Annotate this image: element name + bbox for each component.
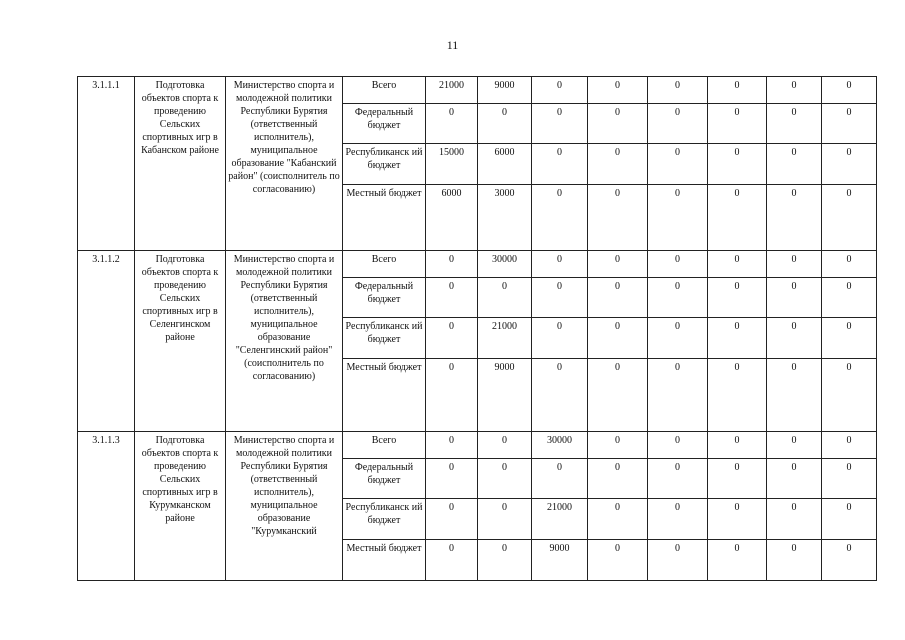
funding-source: Республиканск ий бюджет [343, 318, 426, 359]
event-name: Подготовка объектов спорта к проведению Сельских спортивных игр в Курумканском районе [135, 432, 226, 581]
amount-cell: 0 [532, 104, 588, 144]
amount-cell: 0 [648, 251, 708, 278]
amount-cell: 0 [708, 318, 767, 359]
amount-cell: 0 [708, 185, 767, 251]
event-code: 3.1.1.3 [78, 432, 135, 581]
amount-cell: 0 [822, 432, 877, 459]
amount-cell: 0 [648, 359, 708, 432]
amount-cell: 15000 [426, 144, 478, 185]
amount-cell: 9000 [532, 540, 588, 581]
amount-cell: 0 [648, 540, 708, 581]
executor: Министерство спорта и молодежной политики Республики Бурятия (ответственный исполнитель), муниципальное образование "Кабанский район" (соисполнитель по согласованию) [226, 77, 343, 251]
amount-cell: 0 [648, 459, 708, 499]
amount-cell: 0 [708, 251, 767, 278]
amount-cell: 0 [532, 278, 588, 318]
funding-source: Республиканск ий бюджет [343, 499, 426, 540]
amount-cell: 0 [708, 459, 767, 499]
amount-cell: 0 [822, 77, 877, 104]
amount-cell: 0 [708, 104, 767, 144]
amount-cell: 0 [767, 104, 822, 144]
executor: Министерство спорта и молодежной политики Республики Бурятия (ответственный исполнитель), муниципальное образование "Селенгинский район" (соисполнитель по согласованию) [226, 251, 343, 432]
event-name: Подготовка объектов спорта к проведению Сельских спортивных игр в Кабанском районе [135, 77, 226, 251]
amount-cell: 0 [708, 77, 767, 104]
funding-source: Местный бюджет [343, 540, 426, 581]
amount-cell: 0 [648, 318, 708, 359]
funding-source: Всего [343, 251, 426, 278]
amount-cell: 0 [708, 432, 767, 459]
budget-table [77, 76, 877, 581]
amount-cell: 0 [426, 499, 478, 540]
amount-cell: 0 [648, 144, 708, 185]
amount-cell: 0 [532, 459, 588, 499]
amount-cell: 0 [426, 318, 478, 359]
funding-source: Федеральный бюджет [343, 278, 426, 318]
event-code: 3.1.1.1 [78, 77, 135, 251]
amount-cell: 0 [822, 359, 877, 432]
amount-cell: 0 [708, 144, 767, 185]
amount-cell: 0 [532, 359, 588, 432]
amount-cell: 0 [822, 251, 877, 278]
amount-cell: 0 [588, 144, 648, 185]
amount-cell: 0 [767, 185, 822, 251]
amount-cell: 0 [426, 540, 478, 581]
amount-cell: 0 [708, 540, 767, 581]
amount-cell: 0 [822, 278, 877, 318]
amount-cell: 21000 [426, 77, 478, 104]
table-row [78, 251, 877, 278]
amount-cell: 0 [708, 359, 767, 432]
amount-cell: 0 [767, 278, 822, 318]
amount-cell: 0 [478, 432, 532, 459]
amount-cell: 0 [426, 359, 478, 432]
amount-cell: 0 [767, 144, 822, 185]
amount-cell: 0 [532, 144, 588, 185]
amount-cell: 0 [588, 318, 648, 359]
amount-cell: 0 [478, 104, 532, 144]
amount-cell: 0 [648, 185, 708, 251]
amount-cell: 0 [478, 540, 532, 581]
amount-cell: 0 [767, 540, 822, 581]
amount-cell: 0 [767, 359, 822, 432]
table-row [78, 432, 877, 459]
amount-cell: 0 [426, 104, 478, 144]
amount-cell: 0 [648, 104, 708, 144]
amount-cell: 0 [588, 359, 648, 432]
amount-cell: 0 [767, 251, 822, 278]
amount-cell: 21000 [478, 318, 532, 359]
funding-source: Республиканск ий бюджет [343, 144, 426, 185]
amount-cell: 6000 [426, 185, 478, 251]
amount-cell: 0 [588, 185, 648, 251]
amount-cell: 9000 [478, 359, 532, 432]
funding-source: Всего [343, 432, 426, 459]
amount-cell: 0 [822, 185, 877, 251]
amount-cell: 0 [767, 432, 822, 459]
amount-cell: 0 [426, 432, 478, 459]
amount-cell: 9000 [478, 77, 532, 104]
amount-cell: 0 [588, 499, 648, 540]
amount-cell: 0 [822, 459, 877, 499]
amount-cell: 0 [767, 318, 822, 359]
amount-cell: 0 [822, 318, 877, 359]
amount-cell: 0 [767, 77, 822, 104]
amount-cell: 0 [767, 459, 822, 499]
amount-cell: 0 [426, 278, 478, 318]
funding-source: Местный бюджет [343, 185, 426, 251]
amount-cell: 0 [588, 459, 648, 499]
amount-cell: 6000 [478, 144, 532, 185]
event-name: Подготовка объектов спорта к проведению Сельских спортивных игр в Селенгинском районе [135, 251, 226, 432]
amount-cell: 0 [822, 144, 877, 185]
executor: Министерство спорта и молодежной политики Республики Бурятия (ответственный исполнитель), муниципальное образование "Курумканский [226, 432, 343, 581]
page-number: 11 [446, 38, 459, 52]
amount-cell: 0 [708, 278, 767, 318]
amount-cell: 0 [822, 104, 877, 144]
amount-cell: 0 [532, 185, 588, 251]
amount-cell: 30000 [532, 432, 588, 459]
amount-cell: 0 [648, 77, 708, 104]
amount-cell: 0 [532, 251, 588, 278]
amount-cell: 0 [767, 499, 822, 540]
event-code: 3.1.1.2 [78, 251, 135, 432]
amount-cell: 0 [532, 318, 588, 359]
amount-cell: 3000 [478, 185, 532, 251]
amount-cell: 0 [708, 499, 767, 540]
amount-cell: 21000 [532, 499, 588, 540]
amount-cell: 0 [822, 540, 877, 581]
amount-cell: 0 [588, 540, 648, 581]
funding-source: Местный бюджет [343, 359, 426, 432]
amount-cell: 0 [648, 432, 708, 459]
funding-source: Всего [343, 77, 426, 104]
amount-cell: 0 [648, 278, 708, 318]
amount-cell: 30000 [478, 251, 532, 278]
amount-cell: 0 [478, 459, 532, 499]
amount-cell: 0 [588, 104, 648, 144]
amount-cell: 0 [648, 499, 708, 540]
amount-cell: 0 [822, 499, 877, 540]
amount-cell: 0 [532, 77, 588, 104]
amount-cell: 0 [588, 251, 648, 278]
amount-cell: 0 [588, 278, 648, 318]
funding-source: Федеральный бюджет [343, 459, 426, 499]
amount-cell: 0 [426, 251, 478, 278]
table-body [78, 77, 877, 581]
table-row [78, 77, 877, 104]
amount-cell: 0 [478, 499, 532, 540]
amount-cell: 0 [588, 432, 648, 459]
amount-cell: 0 [478, 278, 532, 318]
amount-cell: 0 [426, 459, 478, 499]
amount-cell: 0 [588, 77, 648, 104]
funding-source: Федеральный бюджет [343, 104, 426, 144]
